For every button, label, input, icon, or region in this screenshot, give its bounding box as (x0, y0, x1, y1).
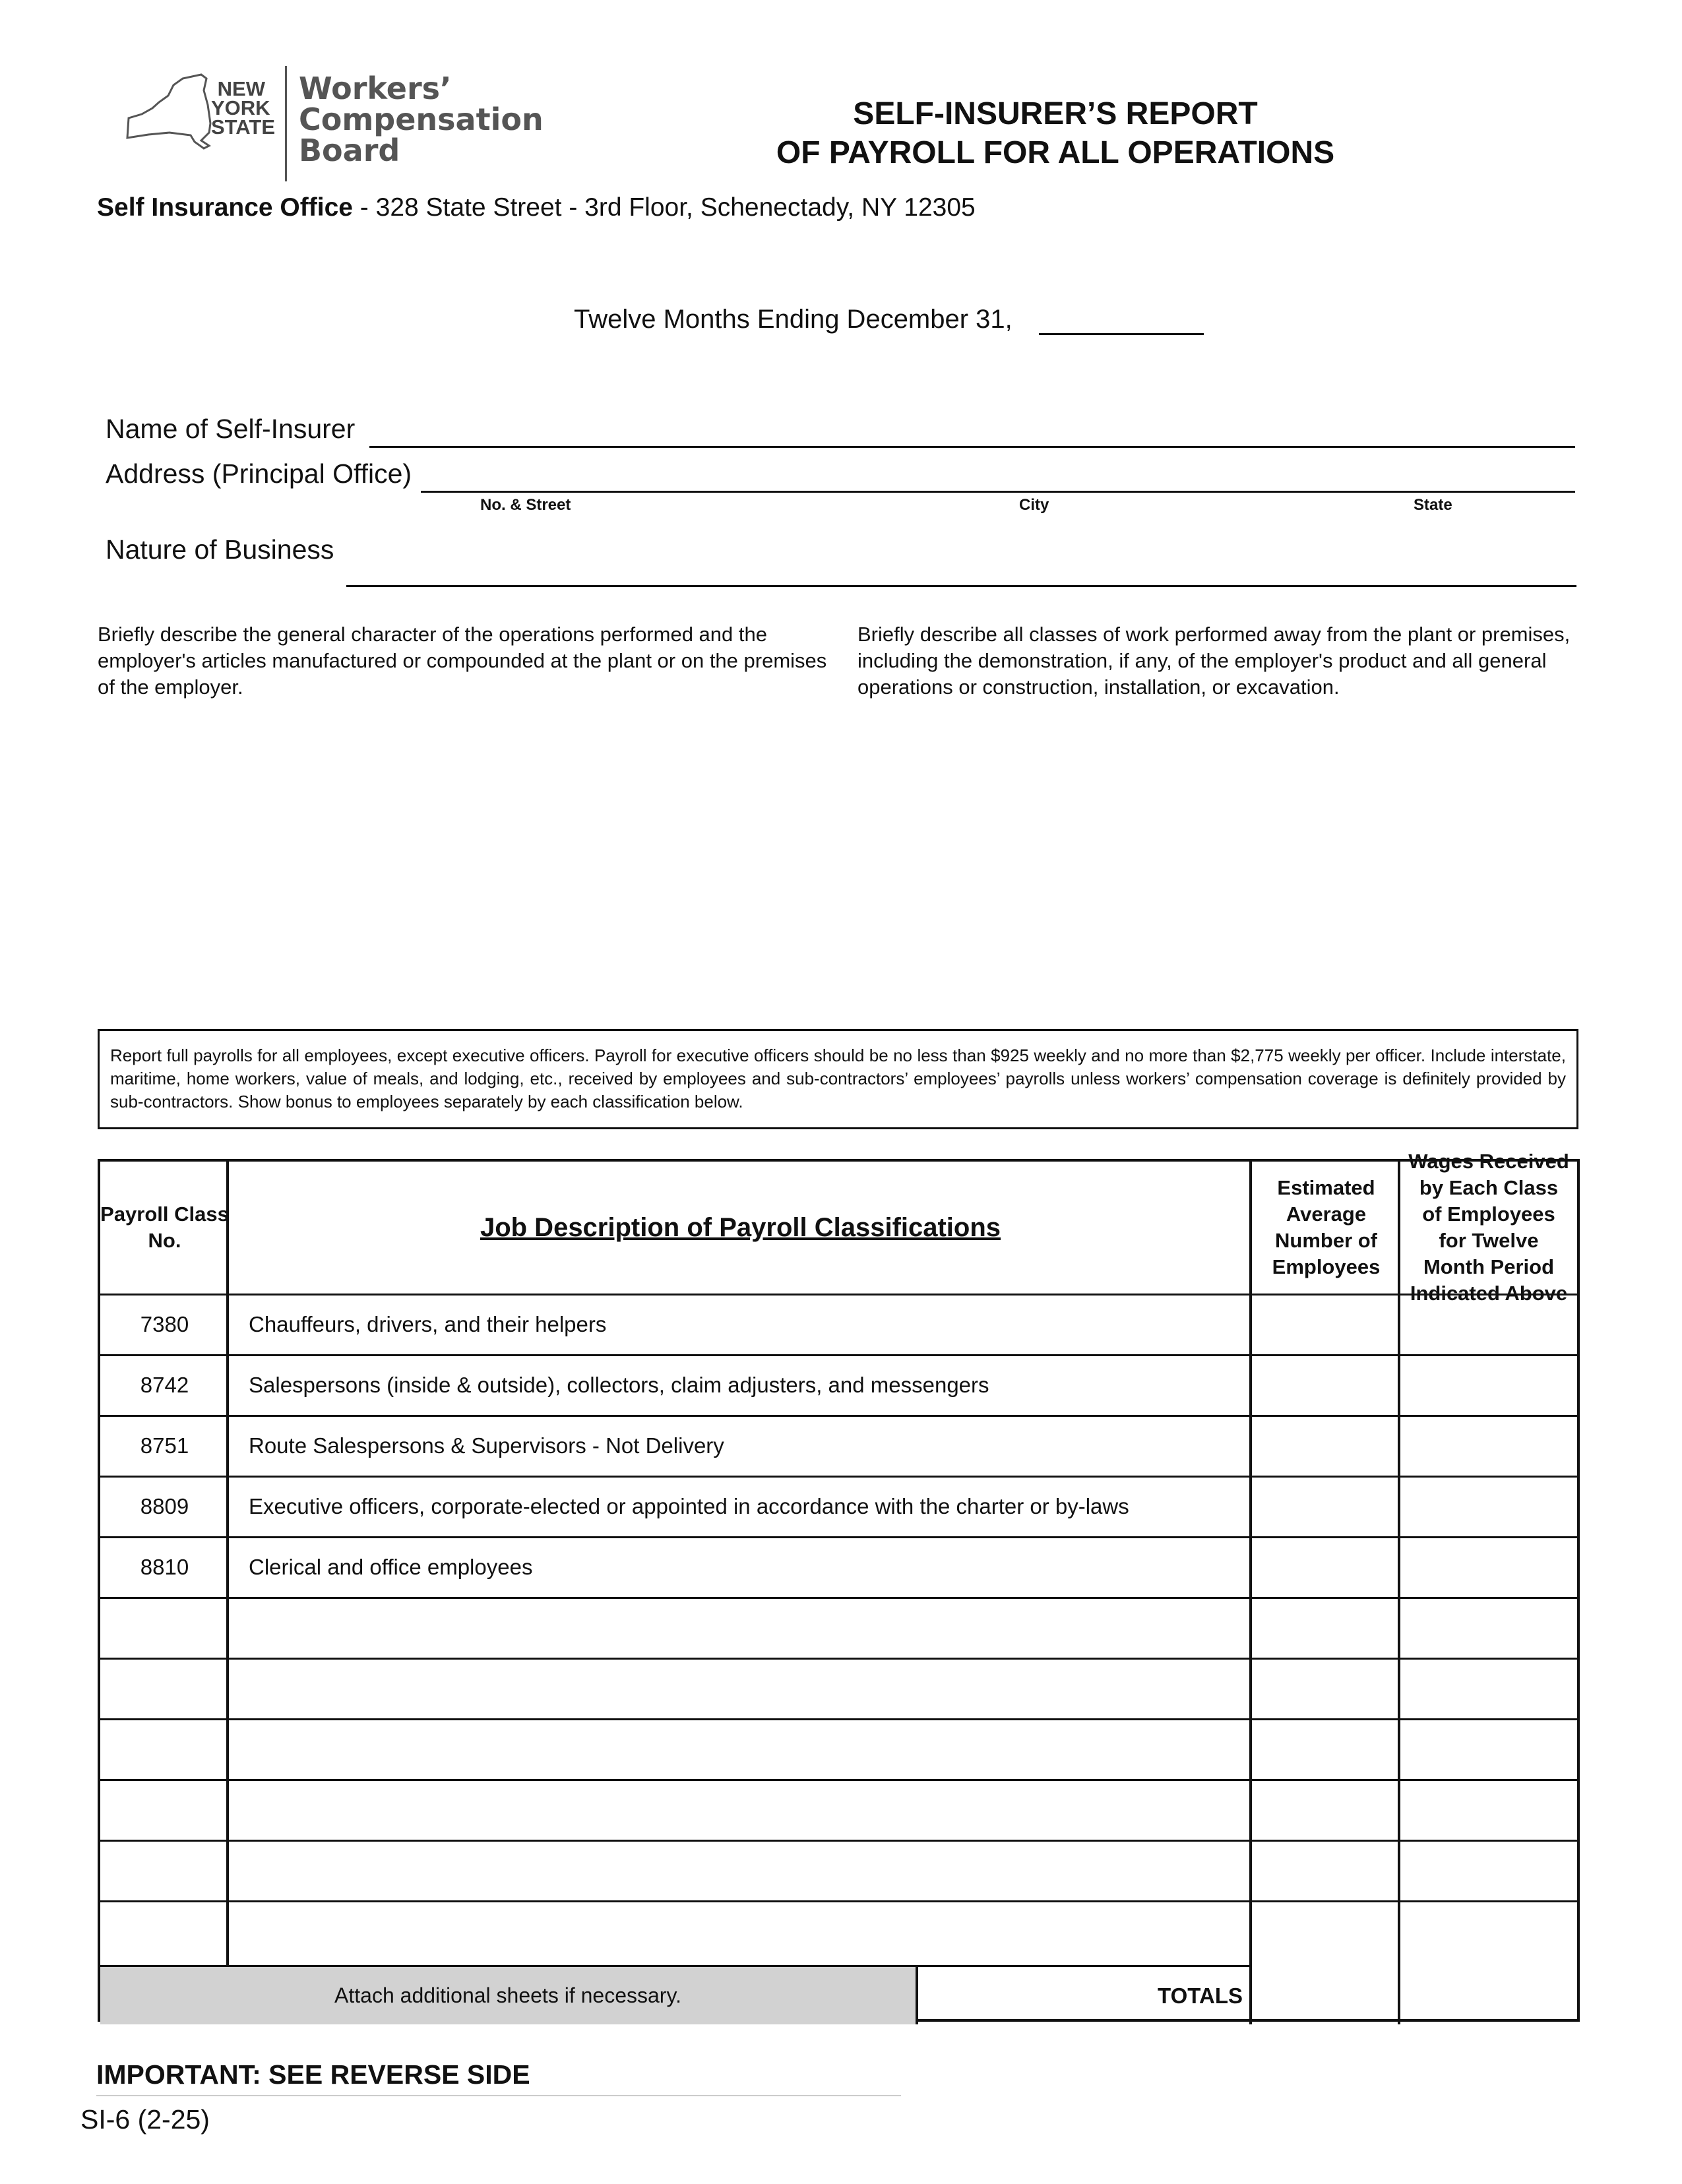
new-york-state-outline-icon (122, 72, 214, 151)
column-divider (1398, 1162, 1400, 2024)
operations-description-area[interactable] (98, 706, 833, 1009)
name-label: Name of Self-Insurer (106, 414, 356, 444)
address-label: Address (Principal Office) (106, 458, 412, 489)
away-work-description-prompt: Briefly describe all classes of work performed away from the plant or premises, including the demonstration, if any, of the employer's product and all general operations or construction, installation, or excavation. (857, 623, 1571, 699)
row-divider (100, 1658, 1577, 1660)
nature-label: Nature of Business (106, 534, 334, 565)
row-divider (100, 1597, 1577, 1599)
away-work-description-area[interactable] (857, 706, 1576, 1009)
street-sublabel: No. & Street (480, 496, 571, 514)
nature-field[interactable] (346, 585, 1576, 587)
logo-divider (285, 66, 287, 181)
operations-description-prompt: Briefly describe the general character of the operations performed and the employer's articles manufactured or compounded at the plant or on the premises of the employer. (98, 623, 827, 699)
table-row-class-no: 7380 (140, 1312, 189, 1336)
city-sublabel: City (1019, 496, 1049, 514)
row-divider (100, 1840, 1577, 1842)
table-row-class-no: 8742 (140, 1373, 189, 1397)
row-divider (100, 1294, 1577, 1295)
footer-rule (96, 2095, 901, 2096)
logo-org-text: Workers’ Compensation Board (299, 71, 544, 168)
period-year-field[interactable] (1039, 333, 1204, 335)
row-divider (100, 1354, 1577, 1356)
header-estimated-employees: Estimated Average Number of Employees (1272, 1176, 1381, 1278)
header-class-no: Payroll Class No. (100, 1202, 229, 1252)
row-divider (100, 1476, 1577, 1478)
row-divider (100, 1718, 1577, 1720)
important-notice: IMPORTANT: SEE REVERSE SIDE (96, 2059, 530, 2090)
nys-wcb-logo (122, 63, 544, 185)
table-row-description: Chauffeurs, drivers, and their helpers (249, 1312, 607, 1336)
header-wages-received: Wages Received by Each Class of Employees for Twelve Month Period Indicated Above (1408, 1150, 1569, 1305)
table-row-description: Executive officers, corporate-elected or appointed in accordance with the charter or by-laws (249, 1494, 1129, 1518)
column-divider (1249, 1162, 1252, 2024)
logo-state-text: NEW YORK STATE (211, 77, 276, 139)
period-label: Twelve Months Ending December 31, (574, 305, 1012, 334)
table-row-description: Clerical and office employees (249, 1555, 533, 1579)
address-field[interactable] (421, 491, 1575, 493)
name-field[interactable] (369, 446, 1575, 448)
row-divider (100, 1415, 1577, 1417)
table-row-class-no: 8751 (140, 1433, 189, 1458)
totals-label: TOTALS (918, 1965, 1252, 2024)
attach-sheets-note: Attach additional sheets if necessary. (100, 1965, 918, 2024)
page-title: SELF-INSURER’S REPORT OF PAYROLL FOR ALL OPERATIONS (776, 96, 1335, 170)
form-number: SI-6 (2-25) (80, 2104, 210, 2135)
payroll-instructions-box: Report full payrolls for all employees, except executive officers. Payroll for executive officers should be no less than $925 weekly and no more than $2,775 weekly per officer. Include interstate, maritime, home workers, value of meals, and lodging, etc., received by employees and sub-contractors’ employees’ payrolls unless workers’ compensation coverage is definitely provided by sub-contractors. Show bonus to employees separately by each classification below. (98, 1029, 1578, 1129)
payroll-table (98, 1150, 1580, 2022)
table-row-class-no: 8809 (140, 1494, 189, 1518)
row-divider (100, 1779, 1577, 1781)
row-divider (100, 1900, 1577, 1902)
state-sublabel: State (1414, 496, 1452, 514)
table-row-class-no: 8810 (140, 1555, 189, 1579)
header-job-description: Job Description of Payroll Classifications (480, 1212, 1001, 1242)
office-address: Self Insurance Office - 328 State Street - 3rd Floor, Schenectady, NY 12305 (97, 193, 976, 222)
row-divider (100, 1536, 1577, 1538)
table-row-description: Salespersons (inside & outside), collectors, claim adjusters, and messengers (249, 1373, 989, 1397)
table-row-description: Route Salespersons & Supervisors - Not Delivery (249, 1433, 724, 1458)
